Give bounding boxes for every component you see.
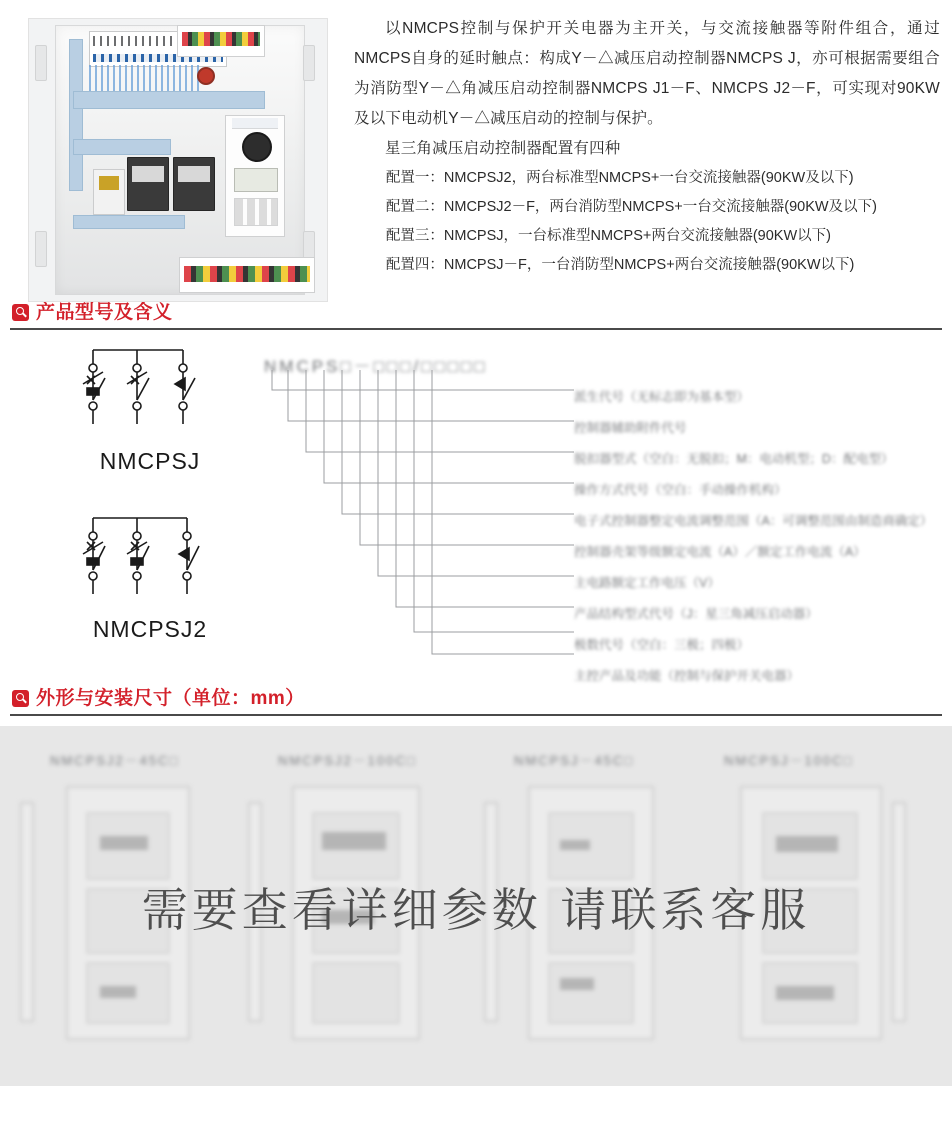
dimension-drawings-panel (0, 726, 952, 1086)
contact-service-overlay: 需要查看详细参数 请联系客服 (141, 883, 811, 937)
product-photo (0, 10, 340, 302)
product-intro-section (0, 0, 952, 302)
drawing-detail-2 (100, 986, 136, 998)
schematic-drawing-2 (75, 512, 225, 612)
schematic-symbol-nmcpsj2 (50, 512, 250, 643)
nmcps-buttons (234, 198, 278, 226)
leader-lines (258, 370, 588, 660)
dimension-caption-1: NMCPSJ2－45C□ (50, 753, 180, 768)
wire-bundle (89, 65, 199, 91)
drawing-detail-7 (776, 836, 838, 852)
dimension-caption-3: NMCPSJ－45C□ (514, 753, 635, 768)
configuration-list (354, 164, 940, 280)
terminal-row-bottom (179, 257, 315, 293)
intro-paragraph-1: 以NMCPS控制与保护开关电器为主开关，与交流接触器等附件组合，通过NMCPS自身的延时触点：构成Y－△减压启动控制器NMCPS J，亦可根据需要组合为消防型Y－△角减压启动控制器NMCPS J1－F、NMCPS J2－F，可实现对90KW及以下电动机Y－△减压启动的控制与保护。 (354, 20, 940, 127)
mounting-rail-upper (73, 91, 265, 109)
model-diagram-area (10, 330, 942, 688)
schematic-label-2: NMCPSJ2 (92, 616, 208, 642)
indicator-lamp (197, 67, 215, 85)
model-designation-section (0, 302, 952, 688)
list-item: 配置二：NMCPSJ2－F，两台消防型NMCPS+一台交流接触器(90KW及以下) (385, 199, 877, 215)
list-item: 极数代号（空白：三极；四极） (574, 638, 750, 652)
drawing-detail-8 (776, 986, 834, 1000)
section-title-model: 产品型号及含义 (36, 302, 173, 323)
mounting-rail-vertical (69, 39, 83, 191)
intro-paragraph-2: 星三角减压启动控制器配置有四种 (385, 140, 621, 157)
drawing-inner-c-2 (312, 962, 400, 1024)
cabinet-mount-top-left (35, 45, 47, 81)
legend-list (574, 390, 952, 700)
list-item: 主电路额定工作电压（V） (574, 576, 720, 590)
schematic-svg-1 (75, 344, 225, 444)
list-item: 电子式控制器整定电流调整范围（A：可调整范围由制造商确定） (574, 514, 933, 528)
list-item: 脱扣器型式（空白：无脱扣；M：电动机型；D：配电型） (574, 452, 894, 466)
schematic-label-1: NMCPSJ (99, 448, 201, 474)
mounting-rail-lower (73, 215, 185, 229)
schematic-drawing-1 (75, 344, 225, 444)
nmcps-display (234, 168, 278, 192)
intro-text-block (340, 10, 952, 302)
nmcps-top-cover (232, 118, 278, 129)
schematic-symbol-nmcpsj (50, 344, 250, 475)
list-item: 控制器壳架等级额定电流（A）／额定工作电流（A） (574, 545, 866, 559)
section-header-model (10, 302, 942, 330)
terminal-row-top-right (177, 25, 265, 57)
mounting-rail-middle (73, 139, 171, 155)
drawing-inner-c-3 (548, 962, 634, 1024)
nmcps-device (225, 115, 285, 237)
search-icon (12, 690, 29, 707)
list-item: 控制器辅助附件代号 (574, 421, 687, 435)
dimension-caption-2: NMCPSJ2－100C□ (278, 753, 417, 768)
contactor-left (127, 157, 169, 211)
product-photo-frame (28, 18, 328, 302)
section-title-dimensions: 外形与安装尺寸（单位：mm） (36, 688, 305, 709)
model-code-breakdown (258, 346, 933, 683)
cabinet-mount-bottom-left (35, 231, 47, 267)
contactor-right (173, 157, 215, 211)
drawing-detail-1 (100, 836, 148, 850)
search-icon (12, 304, 29, 321)
drawing-detail-6 (560, 840, 590, 850)
model-code-string: NMCPS□－□□□/□□□□□ (264, 357, 488, 376)
list-item: 操作方式代号（空白：手动操作机构） (574, 483, 787, 497)
fuse-block (93, 169, 125, 215)
list-item: 配置一：NMCPSJ2，两台标准型NMCPS+一台交流接触器(90KW及以下) (385, 170, 854, 186)
list-item: 配置三：NMCPSJ，一台标准型NMCPS+两台交流接触器(90KW以下) (385, 228, 831, 244)
list-item: 配置四：NMCPSJ－F，一台消防型NMCPS+两台交流接触器(90KW以下) (385, 257, 855, 273)
cabinet-mount-top-right (303, 45, 315, 81)
nmcps-rotary-knob (242, 132, 272, 162)
list-item: 产品结构型式代号（J：星三角减压启动器） (574, 607, 818, 621)
schematic-svg-2 (75, 512, 225, 612)
drawing-detail-5 (560, 978, 594, 990)
list-item: 主控产品及功能（控制与保护开关电器） (574, 669, 800, 683)
dimension-caption-4: NMCPSJ－100C□ (724, 753, 854, 768)
list-item: 派生代号（无标志即为基本型） (574, 390, 750, 404)
drawing-detail-3 (322, 832, 386, 850)
